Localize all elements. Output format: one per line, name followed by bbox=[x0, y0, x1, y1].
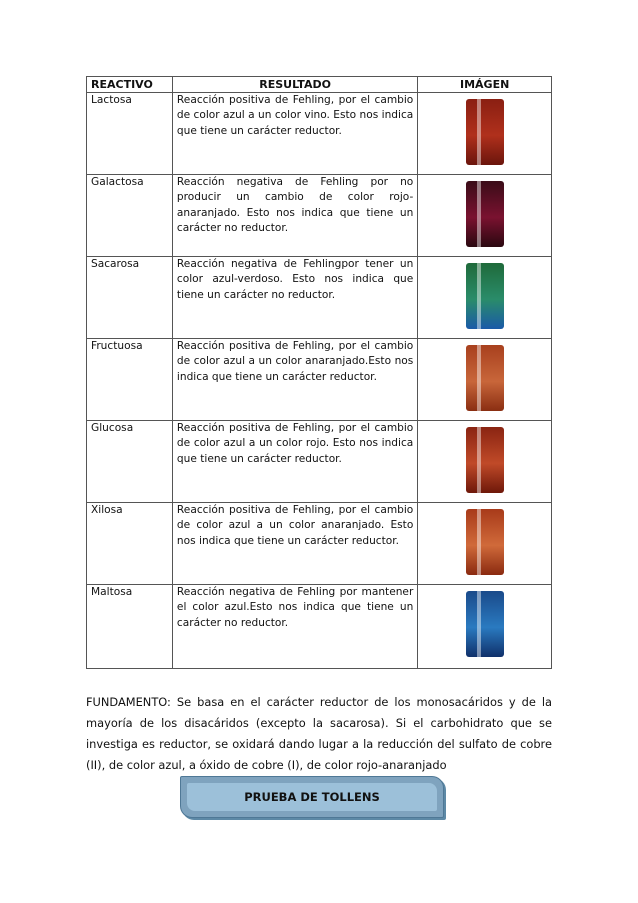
imagen-cell bbox=[418, 175, 552, 257]
header-reactivo: REACTIVO bbox=[87, 77, 173, 93]
table-header-row bbox=[87, 77, 552, 93]
reactivo-cell: Galactosa bbox=[87, 175, 173, 257]
reactivo-cell: Sacarosa bbox=[87, 257, 173, 339]
table-row bbox=[87, 585, 552, 669]
table-row bbox=[87, 93, 552, 175]
test-tube-photo bbox=[466, 509, 504, 575]
resultado-cell: Reacción positiva de Fehling, por el cambio de color azul a un color anaranjado.Esto nos indica que tiene un carácter reductor. bbox=[172, 339, 417, 421]
test-tube-photo bbox=[466, 99, 504, 165]
resultado-cell: Reacción negativa de Fehlingpor tener un color azul-verdoso. Esto nos indica que tiene un carácter no reductor. bbox=[172, 257, 417, 339]
glass-reflection bbox=[477, 591, 481, 657]
table-row bbox=[87, 175, 552, 257]
table-row bbox=[87, 339, 552, 421]
glass-reflection bbox=[477, 509, 481, 575]
table-row bbox=[87, 503, 552, 585]
test-tube-photo bbox=[466, 427, 504, 493]
resultado-cell: Reacción positiva de Fehling, por el cambio de color azul a un color anaranjado. Esto nos indica que tiene un carácter reductor. bbox=[172, 503, 417, 585]
resultado-cell: Reacción negativa de Fehling por mantener el color azul.Esto nos indica que tiene un carácter no reductor. bbox=[172, 585, 417, 669]
test-tube-photo bbox=[466, 263, 504, 329]
fundamento-paragraph: FUNDAMENTO: Se basa en el carácter reductor de los monosacáridos y de la mayoría de los disacáridos (excepto la sacarosa). Si el carbohidrato que se investiga es reductor, se oxidará dando lugar a la reducción del sulfato de cobre (II), de color azul, a óxido de cobre (I), de color rojo-anaranjado bbox=[86, 695, 552, 772]
imagen-cell bbox=[418, 339, 552, 421]
table-row bbox=[87, 257, 552, 339]
reactivo-cell: Lactosa bbox=[87, 93, 173, 175]
test-tube-photo bbox=[466, 591, 504, 657]
imagen-cell bbox=[418, 257, 552, 339]
imagen-cell bbox=[418, 585, 552, 669]
glass-reflection bbox=[477, 99, 481, 165]
resultado-cell: Reacción negativa de Fehling por no producir un cambio de color rojo-anaranjado. Esto nos indica que tiene un carácter no reductor. bbox=[172, 175, 417, 257]
tollens-heading: PRUEBA DE TOLLENS bbox=[187, 783, 437, 811]
imagen-cell bbox=[418, 503, 552, 585]
glass-reflection bbox=[477, 345, 481, 411]
test-tube-photo bbox=[466, 181, 504, 247]
glass-reflection bbox=[477, 427, 481, 493]
test-tube-photo bbox=[466, 345, 504, 411]
reactivo-cell: Glucosa bbox=[87, 421, 173, 503]
glass-reflection bbox=[477, 263, 481, 329]
resultado-cell: Reacción positiva de Fehling, por el cambio de color azul a un color rojo. Esto nos indica que tiene un carácter reductor. bbox=[172, 421, 417, 503]
header-resultado: RESULTADO bbox=[172, 77, 417, 93]
tollens-heading-box bbox=[180, 776, 444, 818]
reactivo-cell: Xilosa bbox=[87, 503, 173, 585]
glass-reflection bbox=[477, 181, 481, 247]
results-table bbox=[86, 76, 552, 669]
reactivo-cell: Maltosa bbox=[87, 585, 173, 669]
header-imagen: IMÁGEN bbox=[418, 77, 552, 93]
resultado-cell: Reacción positiva de Fehling, por el cambio de color azul a un color vino. Esto nos indica que tiene un carácter reductor. bbox=[172, 93, 417, 175]
imagen-cell bbox=[418, 93, 552, 175]
reactivo-cell: Fructuosa bbox=[87, 339, 173, 421]
imagen-cell bbox=[418, 421, 552, 503]
table-row bbox=[87, 421, 552, 503]
